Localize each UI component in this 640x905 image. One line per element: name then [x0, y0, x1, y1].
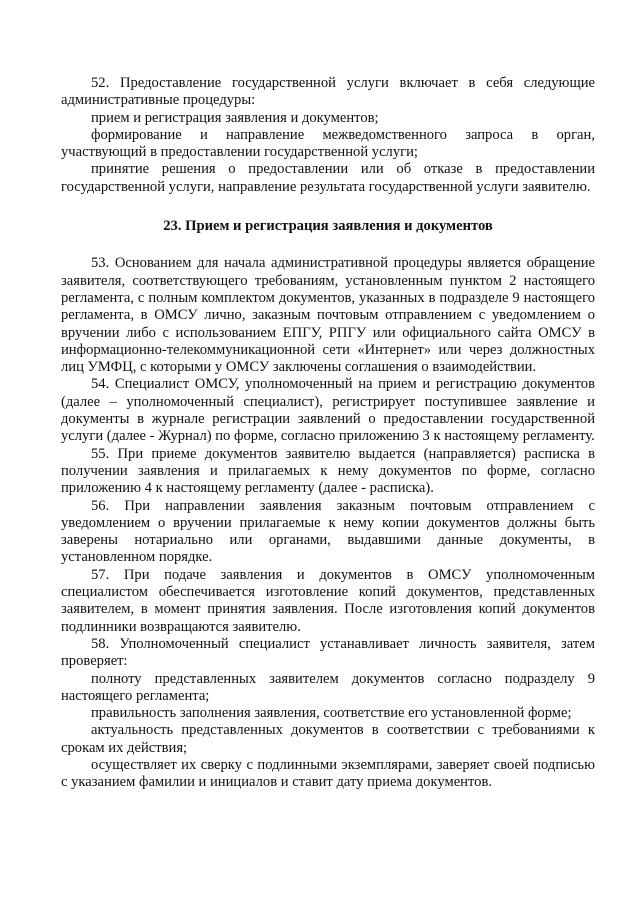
paragraph-57: 57. При подаче заявления и документов в ОМСУ уполномоченным специалистом обеспечивается изготовление копий документов, представленных заявителем, в момент принятия заявления. После изготовления копий документов подлинники возвращаются заявителю.: [61, 566, 595, 635]
list-item-decision: принятие решения о предоставлении или об отказе в предоставлении государственной услуги, направление результата государственной услуги заявителю.: [61, 161, 595, 195]
section-heading: 23. Прием и регистрация заявления и документов: [163, 218, 493, 235]
list-item-interagency-request: формирование и направление межведомственного запроса в орган, участвующий в предоставлении государственной услуги;: [61, 126, 595, 161]
check-item-form-correctness: правильность заполнения заявления, соответствие его установленной форме;: [91, 705, 572, 722]
paragraph-54: 54. Специалист ОМСУ, уполномоченный на прием и регистрацию документов (далее – уполномоченный специалист), регистрирует поступившее заявление и документы в журнале регистрации заявлений о предоставлении государственной услуги (далее - Журнал) по форме, согласно приложению 3 к настоящему регламенту.: [61, 376, 595, 445]
paragraph-53: 53. Основанием для начала административной процедуры является обращение заявителя, соответствующего требованиям, установленным пунктом 2 настоящего регламента, с полным комплектом документов, указанных в подразделе 9 настоящего регламента, в ОМСУ лично, заказным почтовым отправлением с уведомлением о вручении либо с использованием ЕПГУ, РПГУ или официального сайта ОМСУ в информационно-телекоммуникационной сети «Интернет» или через должностных лиц УМФЦ, с которыми у ОМСУ заключены соглашения о взаимодействии.: [61, 255, 595, 376]
list-item-reception: прием и регистрация заявления и документов;: [91, 109, 379, 126]
check-item-completeness: полноту представленных заявителем документов согласно подразделу 9 настоящего регламента;: [61, 670, 595, 704]
paragraph-55: 55. При приеме документов заявителю выдается (направляется) расписка в получении заявления и прилагаемых к нему документов по форме, согласно приложению 4 к настоящему регламенту (далее - расписка).: [61, 445, 595, 497]
paragraph-58: 58. Уполномоченный специалист устанавливает личность заявителя, затем проверяет:: [61, 635, 595, 670]
paragraph-56: 56. При направлении заявления заказным почтовым отправлением с уведомлением о вручении прилагаемые к нему копии документов должны быть заверены нотариально или органами, выдавшими данные документы, в установленном порядке.: [61, 497, 595, 566]
check-item-verification: осуществляет их сверку с подлинными экземплярами, заверяет своей подписью с указанием фамилии и инициалов и ставит дату приема документов.: [61, 756, 595, 791]
document-page: [61, 75, 595, 792]
paragraph-52: 52. Предоставление государственной услуги включает в себя следующие административные процедуры:: [61, 75, 595, 109]
check-item-validity: актуальность представленных документов в соответствии с требованиями к срокам их действия;: [61, 722, 595, 756]
